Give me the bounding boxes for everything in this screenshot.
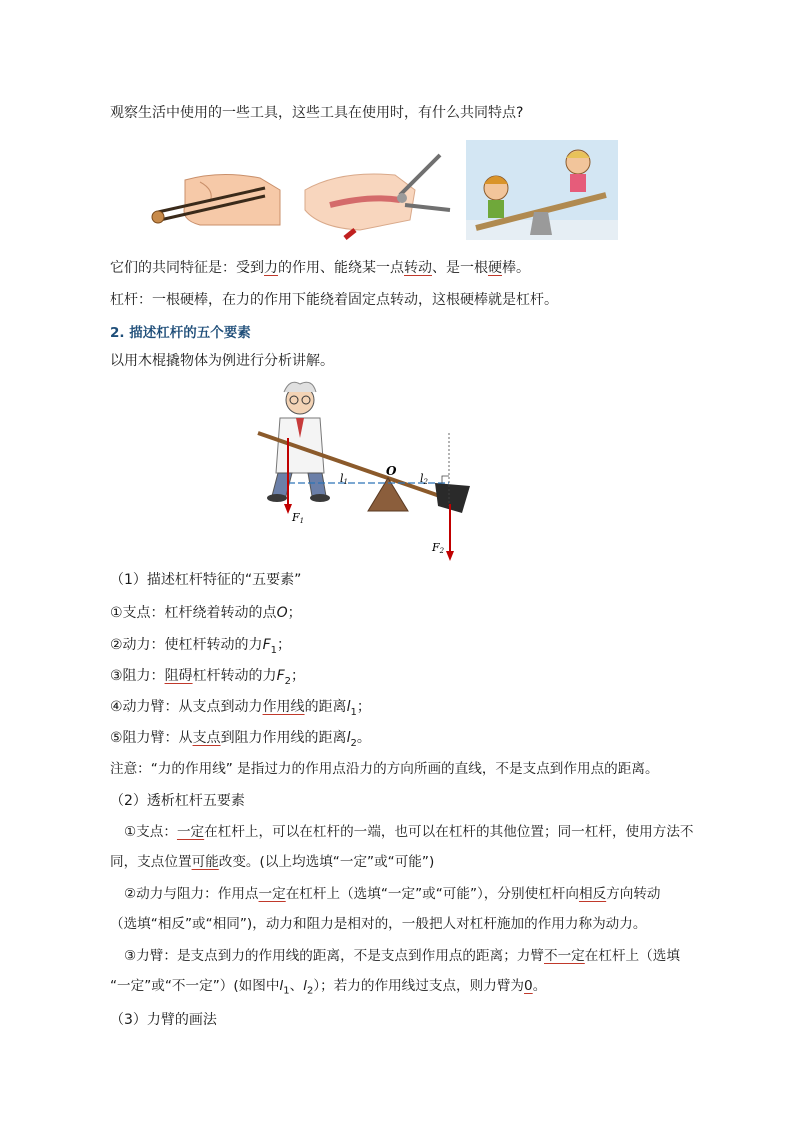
svg-text:l1 (340, 472, 348, 486)
chopsticks-illustration (140, 150, 290, 235)
var-l: l (346, 730, 351, 746)
text-segment: ④动力臂：从支点到动力 (110, 699, 263, 715)
text-segment: 在杠杆上，可以在杠杆的一端，也可以在杠杆的其他位置；同一杠杆，使用方法不 (204, 824, 694, 840)
answer-opposite: 相反 (578, 886, 607, 902)
text-segment: 杠杆转动的力 (192, 668, 277, 684)
p3-line1 (110, 946, 680, 966)
text-segment: 。 (356, 730, 371, 746)
text-segment: ③阻力： (110, 668, 165, 684)
sub1-title: （1）描述杠杆特征的“五要素” (110, 572, 302, 588)
text-segment: ； (291, 668, 305, 684)
text-segment: 、 (289, 978, 304, 994)
text-segment: 、是一根 (432, 260, 488, 276)
common-features-text (110, 258, 530, 278)
answer-definitely: 一定 (176, 824, 205, 840)
text-segment: “一定”或“不一定”）(如图中 (110, 978, 280, 994)
text-segment: ②动力与阻力：作用点 (124, 886, 259, 902)
answer-line-of-action: 作用线 (262, 699, 305, 715)
p3-line2 (110, 976, 546, 1002)
text-segment: 的作用、能绕某一点 (278, 260, 404, 276)
item-resistance (110, 666, 305, 692)
svg-text:l2 (420, 472, 429, 486)
pliers-illustration (300, 150, 455, 240)
text-segment: 改变。(以上均选填“一定”或“可能”) (218, 854, 435, 870)
text-segment: ①支点： (124, 824, 177, 840)
svg-text:F2 (431, 541, 445, 555)
var-f: F (262, 637, 271, 653)
text-segment: 同，支点位置 (110, 854, 192, 870)
answer-zero: 0 (524, 978, 533, 994)
answer-possibly: 可能 (191, 854, 219, 870)
lever-definition: 杠杆：一根硬棒，在力的作用下能绕着固定点转动，这根硬棒就是杠杆。 (110, 292, 558, 308)
p1-line2 (110, 852, 434, 872)
label-f2: F (432, 541, 440, 554)
lever-diagram (250, 378, 480, 563)
var-sub: 2 (306, 985, 314, 997)
text-segment: ①支点：杠杆绕着转动的点 (110, 605, 277, 621)
label-f2-sub: 2 (439, 547, 445, 555)
var-l: l (279, 978, 284, 994)
text-segment: ； (277, 637, 291, 653)
var-f: F (276, 668, 285, 684)
sub2-title: （2）透析杠杆五要素 (110, 793, 245, 809)
item-resistance-arm (110, 728, 371, 754)
answer-rotate: 转动 (404, 260, 432, 276)
label-f1: F (292, 511, 300, 524)
var-sub: 1 (350, 706, 357, 718)
var-sub: 1 (270, 644, 277, 656)
text-segment: ⑤阻力臂：从 (110, 730, 193, 746)
p2-line2: （选填“相反”或“相同”)，动力和阻力是相对的，一般把人对杠杆施加的作用力称为动力。 (110, 916, 647, 932)
label-o: O (386, 464, 397, 478)
var-o: O (276, 605, 288, 621)
text-segment: ③力臂：是支点到力的作用线的距离，不是支点到作用点的距离；力臂 (124, 948, 544, 964)
text-segment: 。 (532, 978, 547, 994)
text-segment: 在杠杆上（选填“一定”或“可能”），分别使杠杆向 (285, 886, 579, 902)
seesaw-illustration (466, 140, 618, 240)
answer-hinder: 阻碍 (164, 668, 193, 684)
text-segment: ②动力：使杠杆转动的力 (110, 637, 263, 653)
answer-hard: 硬 (488, 260, 502, 276)
text-segment: ； (356, 699, 371, 715)
label-l1-sub: 1 (343, 478, 348, 486)
var-l: l (346, 699, 351, 715)
note-text: 注意：“力的作用线” 是指过力的作用点沿力的方向所画的直线，不是支点到作用点的距离。 (110, 761, 659, 777)
label-l2-sub: 2 (423, 478, 428, 486)
p2-line1 (110, 884, 661, 904)
load-block (435, 483, 470, 513)
answer-fulcrum: 支点 (192, 730, 221, 746)
answer-force: 力 (264, 260, 278, 276)
label-l1: l (340, 472, 344, 485)
item-effort-arm (110, 697, 371, 723)
p1-line1 (110, 822, 694, 842)
var-l: l (303, 978, 307, 994)
intro-text: 观察生活中使用的一些工具，这些工具在使用时，有什么共同特点? (110, 105, 524, 121)
label-l2: l (420, 472, 424, 485)
professor-figure (267, 382, 330, 502)
var-sub: 1 (283, 985, 290, 997)
text-segment: 棒。 (502, 260, 530, 276)
var-sub: 2 (350, 737, 357, 749)
text-segment: 到阻力作用线的距离 (220, 730, 347, 746)
item-fulcrum (110, 603, 302, 623)
text-segment: 方向转动 (606, 886, 661, 902)
text-segment: 的距离 (304, 699, 347, 715)
text-segment: ）；若力的作用线过支点，则力臂为 (313, 978, 525, 994)
item-effort (110, 635, 291, 661)
svg-text:F1 (291, 511, 304, 525)
answer-not-necessarily: 不一定 (544, 948, 585, 964)
sub3-title: （3）力臂的画法 (110, 1012, 217, 1028)
text-segment: 它们的共同特征是：受到 (110, 260, 264, 276)
section-heading: 2. 描述杠杆的五个要素 (110, 325, 251, 341)
text-segment: ； (287, 605, 302, 621)
example-intro: 以用木棍撬物体为例进行分析讲解。 (110, 353, 334, 369)
var-sub: 2 (284, 675, 291, 687)
label-f1-sub: 1 (299, 517, 305, 525)
text-segment: 在杠杆上（选填 (584, 948, 680, 964)
answer-definitely: 一定 (258, 886, 286, 902)
